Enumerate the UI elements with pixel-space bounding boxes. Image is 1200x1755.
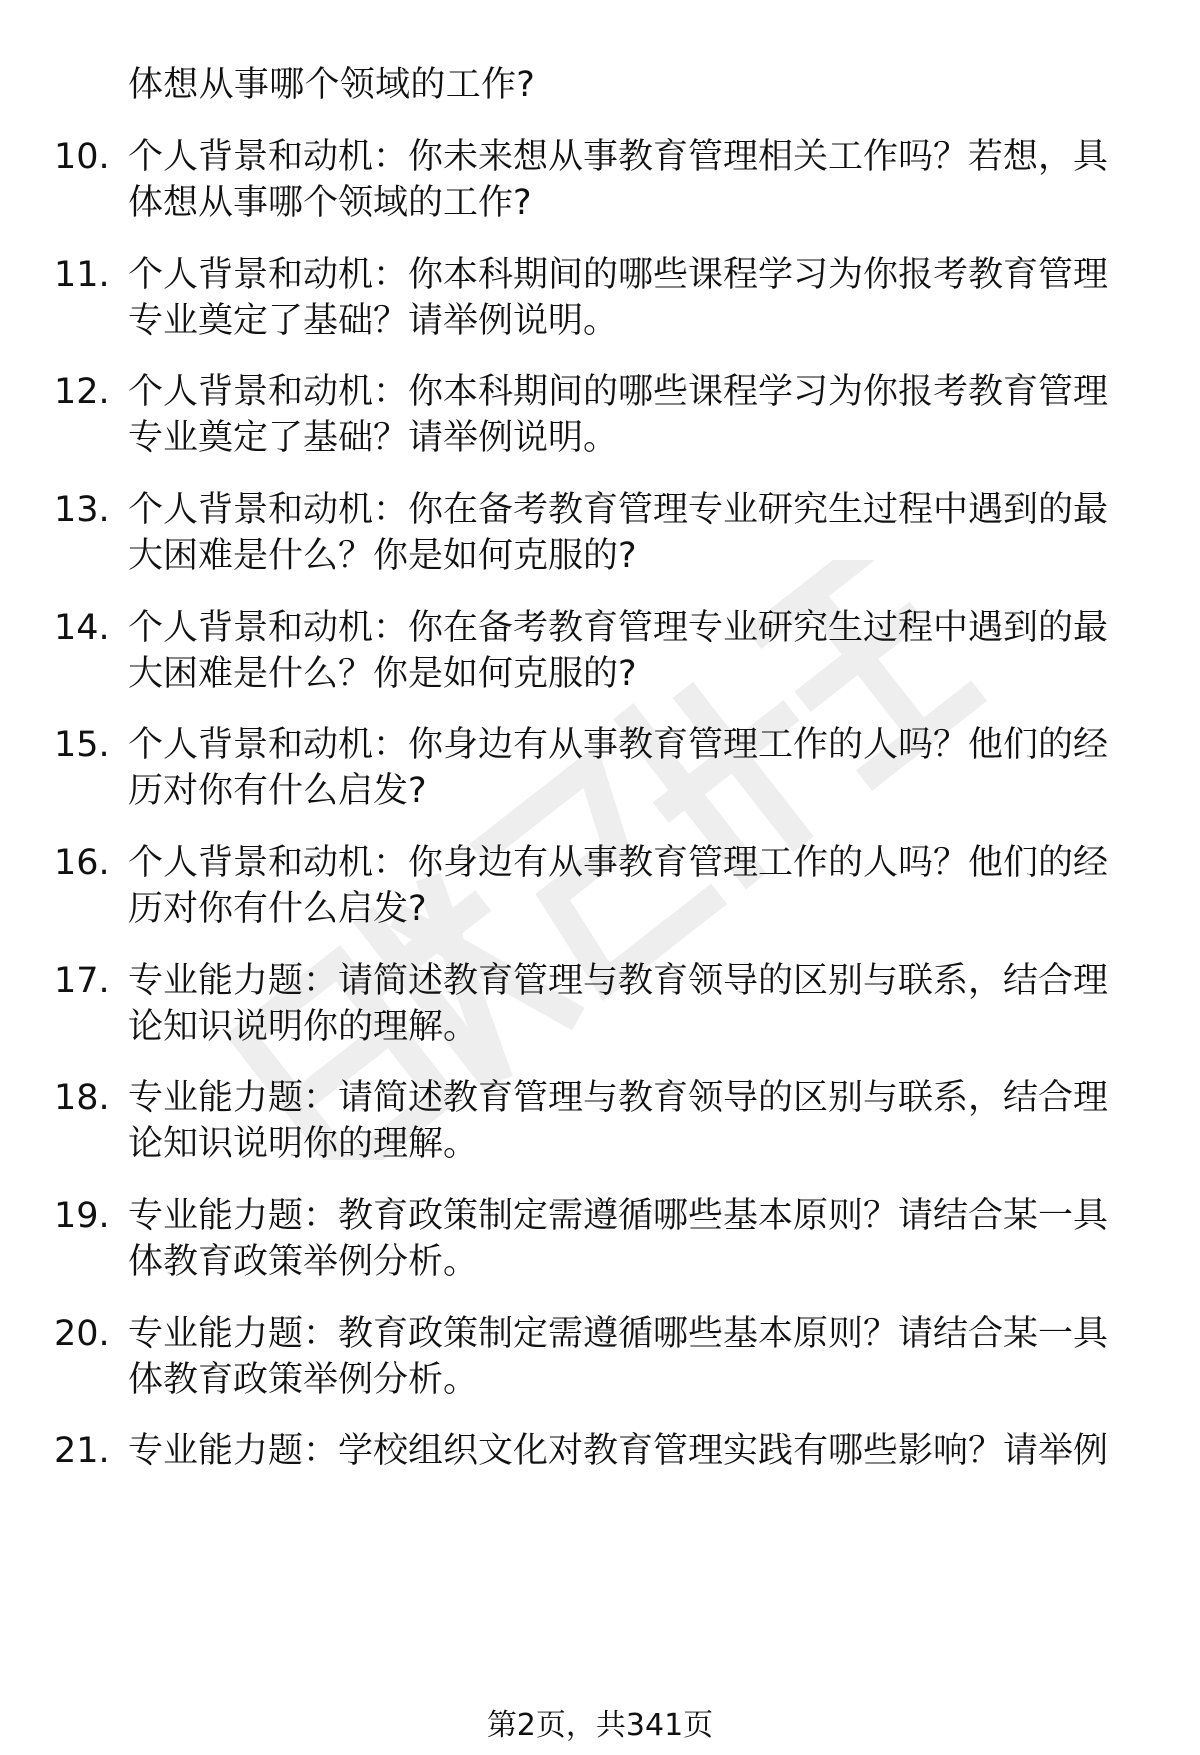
continuation-line: 体想从事哪个领域的工作?	[128, 65, 536, 105]
page-footer: 第2页，共341页	[486, 1708, 714, 1743]
item-text: 专业能力题：请简述教育管理与教育领导的区别与联系，结合理 论知识说明你的理解。	[128, 1078, 1109, 1164]
item-text: 个人背景和动机：你本科期间的哪些课程学习为你报考教育管理 专业奠定了基础？请举例说明。	[128, 372, 1109, 458]
item-text: 个人背景和动机：你本科期间的哪些课程学习为你报考教育管理 专业奠定了基础？请举例说明。	[128, 255, 1109, 341]
item-number: 16.	[54, 843, 110, 883]
item-number: 21.	[54, 1431, 110, 1471]
item-text: 个人背景和动机：你未来想从事教育管理相关工作吗？若想，具 体想从事哪个领域的工作?	[128, 137, 1109, 223]
item-number: 14.	[54, 608, 110, 648]
item-number: 19.	[54, 1196, 110, 1236]
item-text: 专业能力题：教育政策制定需遵循哪些基本原则？请结合某一具 体教育政策举例分析。	[128, 1314, 1109, 1400]
item-text: 个人背景和动机：你身边有从事教育管理工作的人吗？他们的经 历对你有什么启发?	[128, 725, 1109, 811]
item-text: 个人背景和动机：你身边有从事教育管理工作的人吗？他们的经 历对你有什么启发?	[128, 843, 1109, 929]
item-text: 专业能力题：请简述教育管理与教育领导的区别与联系，结合理 论知识说明你的理解。	[128, 961, 1109, 1047]
item-number: 15.	[54, 725, 110, 765]
item-number: 10.	[54, 137, 110, 177]
item-number: 12.	[54, 372, 110, 412]
item-text: 专业能力题：教育政策制定需遵循哪些基本原则？请结合某一具 体教育政策举例分析。	[128, 1196, 1109, 1282]
item-text: 专业能力题：学校组织文化对教育管理实践有哪些影响？请举例	[128, 1431, 1109, 1471]
item-text: 个人背景和动机：你在备考教育管理专业研究生过程中遇到的最 大困难是什么？你是如何克服的?	[128, 490, 1109, 576]
item-number: 11.	[54, 255, 110, 295]
item-number: 18.	[54, 1078, 110, 1118]
item-number: 13.	[54, 490, 110, 530]
item-text: 个人背景和动机：你在备考教育管理专业研究生过程中遇到的最 大困难是什么？你是如何克服的?	[128, 608, 1109, 694]
item-number: 17.	[54, 961, 110, 1001]
item-number: 20.	[54, 1314, 110, 1354]
